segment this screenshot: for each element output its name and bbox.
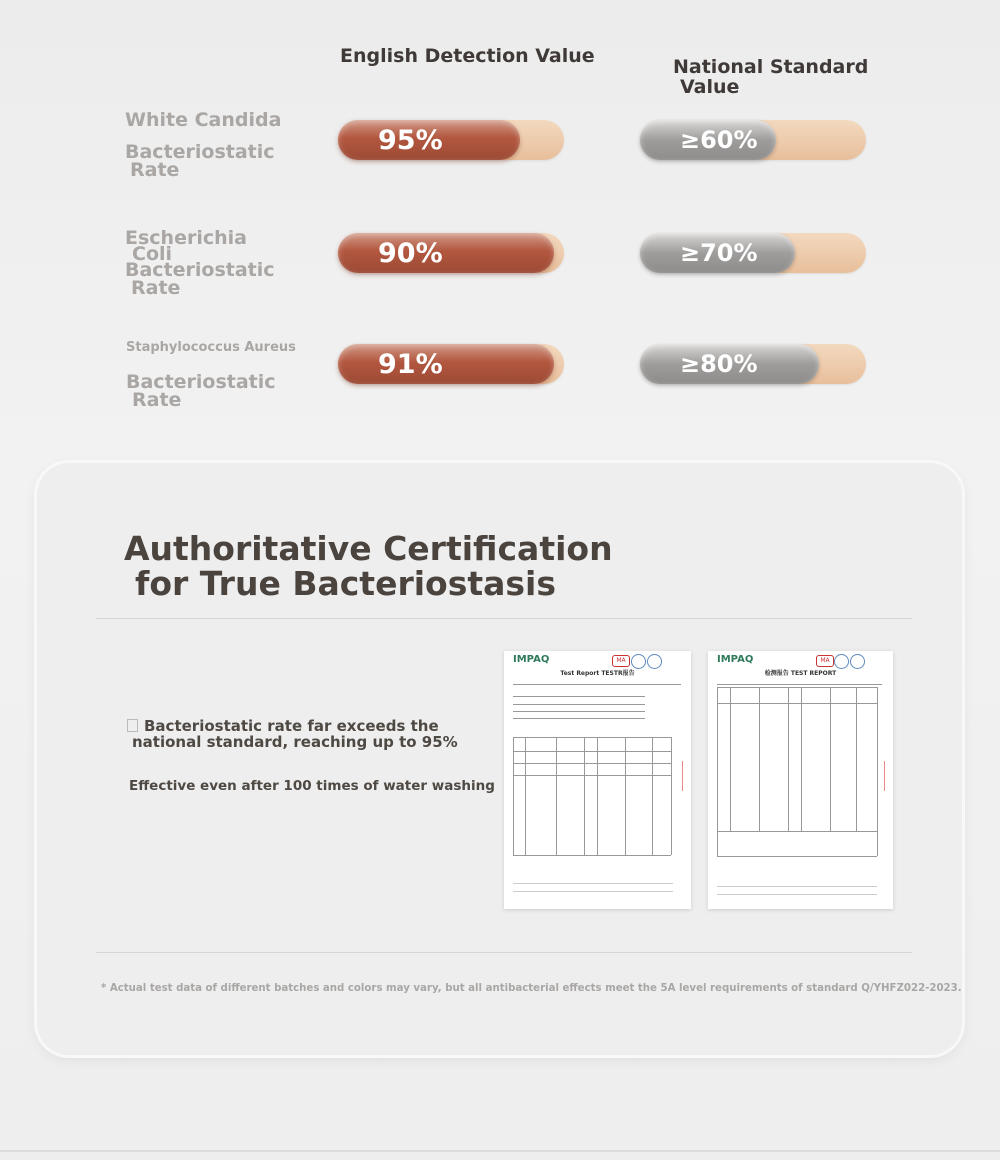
standard-column-header	[673, 57, 868, 97]
test-report-document-2	[708, 651, 893, 909]
doc-line	[625, 737, 626, 855]
doc-line	[717, 856, 877, 857]
doc-line	[801, 687, 802, 831]
doc-line	[597, 737, 598, 855]
doc-line	[513, 696, 645, 697]
ma-certification-icon: MA	[816, 655, 834, 667]
point-water-washing: Effective even after 100 times of water washing	[129, 778, 495, 794]
doc-line	[513, 737, 671, 738]
row-label-line: Rate	[132, 389, 182, 411]
doc-line	[788, 687, 789, 831]
title-line: for True Bacteriostasis	[135, 564, 556, 603]
footnote: * Actual test data of different batches and colors may vary, but all antibacterial effects meet the 5A level requirements of standard Q/YHFZ022-2023.	[101, 983, 962, 994]
seal-stamp	[884, 761, 889, 791]
cnas-icon	[850, 654, 865, 669]
certification-title	[124, 531, 613, 601]
doc-line	[513, 751, 671, 752]
doc-line	[717, 831, 877, 832]
impaq-logo: IMPAQ	[717, 654, 754, 665]
cnas-icon	[647, 654, 662, 669]
doc-line	[717, 894, 877, 895]
doc-line	[513, 763, 671, 764]
detected-bar-fill: 90%	[338, 233, 554, 273]
doc-line	[717, 684, 882, 685]
row-label-escherichia-coli	[125, 229, 275, 297]
doc-line	[556, 737, 557, 855]
ilac-icon	[834, 654, 849, 669]
document-title: 检测报告 TEST REPORT	[764, 670, 837, 677]
row-label-line: Staphylococcus Aureus	[126, 340, 296, 355]
standard-header-line2: Value	[680, 76, 740, 98]
doc-line	[513, 711, 645, 712]
doc-line	[759, 687, 760, 831]
doc-line	[830, 687, 831, 831]
row-label-line: White Candida	[125, 109, 282, 131]
doc-line	[525, 737, 526, 855]
row-label-line: Rate	[131, 277, 181, 299]
standard-header-line1: National Standard	[673, 56, 869, 78]
doc-line	[513, 891, 673, 892]
impaq-logo: IMPAQ	[513, 654, 550, 665]
bullet-icon	[127, 719, 138, 732]
standard-bar-track	[640, 233, 866, 273]
doc-line	[730, 687, 731, 831]
doc-line	[717, 687, 718, 856]
document-title: Test Report TESTR报告	[560, 670, 635, 677]
detected-bar-track	[338, 120, 564, 160]
ma-certification-icon: MA	[612, 655, 630, 667]
standard-bar-track	[640, 344, 866, 384]
row-label-line: Bacteriostatic	[126, 371, 276, 393]
seal-stamp	[682, 761, 687, 791]
divider	[96, 952, 912, 953]
doc-line	[717, 687, 877, 688]
doc-line	[877, 687, 878, 856]
doc-line	[584, 737, 585, 855]
row-label-staphylococcus-aureus	[126, 339, 296, 409]
row-label-line: Escherichia	[125, 227, 247, 249]
detected-bar-fill: 95%	[338, 120, 520, 160]
detected-bar-track	[338, 344, 564, 384]
doc-line	[671, 737, 672, 855]
ilac-icon	[631, 654, 646, 669]
point-bacteriostatic-rate	[127, 718, 458, 750]
standard-bar-fill: ≥70%	[640, 233, 795, 273]
detected-bar-fill: 91%	[338, 344, 554, 384]
doc-line	[513, 883, 673, 884]
detection-column-header: English Detection Value	[340, 45, 595, 67]
row-label-line: Bacteriostatic	[125, 259, 275, 281]
point-line: Bacteriostatic rate far exceeds the	[144, 717, 439, 735]
row-label-white-candida	[125, 111, 281, 179]
standard-bar-track	[640, 120, 866, 160]
doc-line	[513, 855, 671, 856]
standard-bar-fill: ≥60%	[640, 120, 776, 160]
doc-line	[856, 687, 857, 831]
detected-bar-track	[338, 233, 564, 273]
doc-line	[717, 886, 877, 887]
test-report-document-1	[504, 651, 691, 909]
divider	[96, 618, 912, 619]
doc-line	[513, 737, 514, 855]
row-label-line: Coli	[132, 243, 173, 265]
certification-card	[37, 463, 962, 1055]
row-label-line: Rate	[130, 159, 180, 181]
title-line: Authoritative Certification	[124, 529, 613, 568]
row-label-line: Bacteriostatic	[125, 141, 275, 163]
doc-line	[513, 684, 681, 685]
doc-line	[513, 704, 645, 705]
doc-line	[513, 718, 645, 719]
point-line: national standard, reaching up to 95%	[132, 733, 458, 751]
bottom-divider	[0, 1150, 1000, 1152]
doc-line	[513, 775, 671, 776]
doc-line	[717, 703, 877, 704]
doc-line	[652, 737, 653, 855]
standard-bar-fill: ≥80%	[640, 344, 819, 384]
